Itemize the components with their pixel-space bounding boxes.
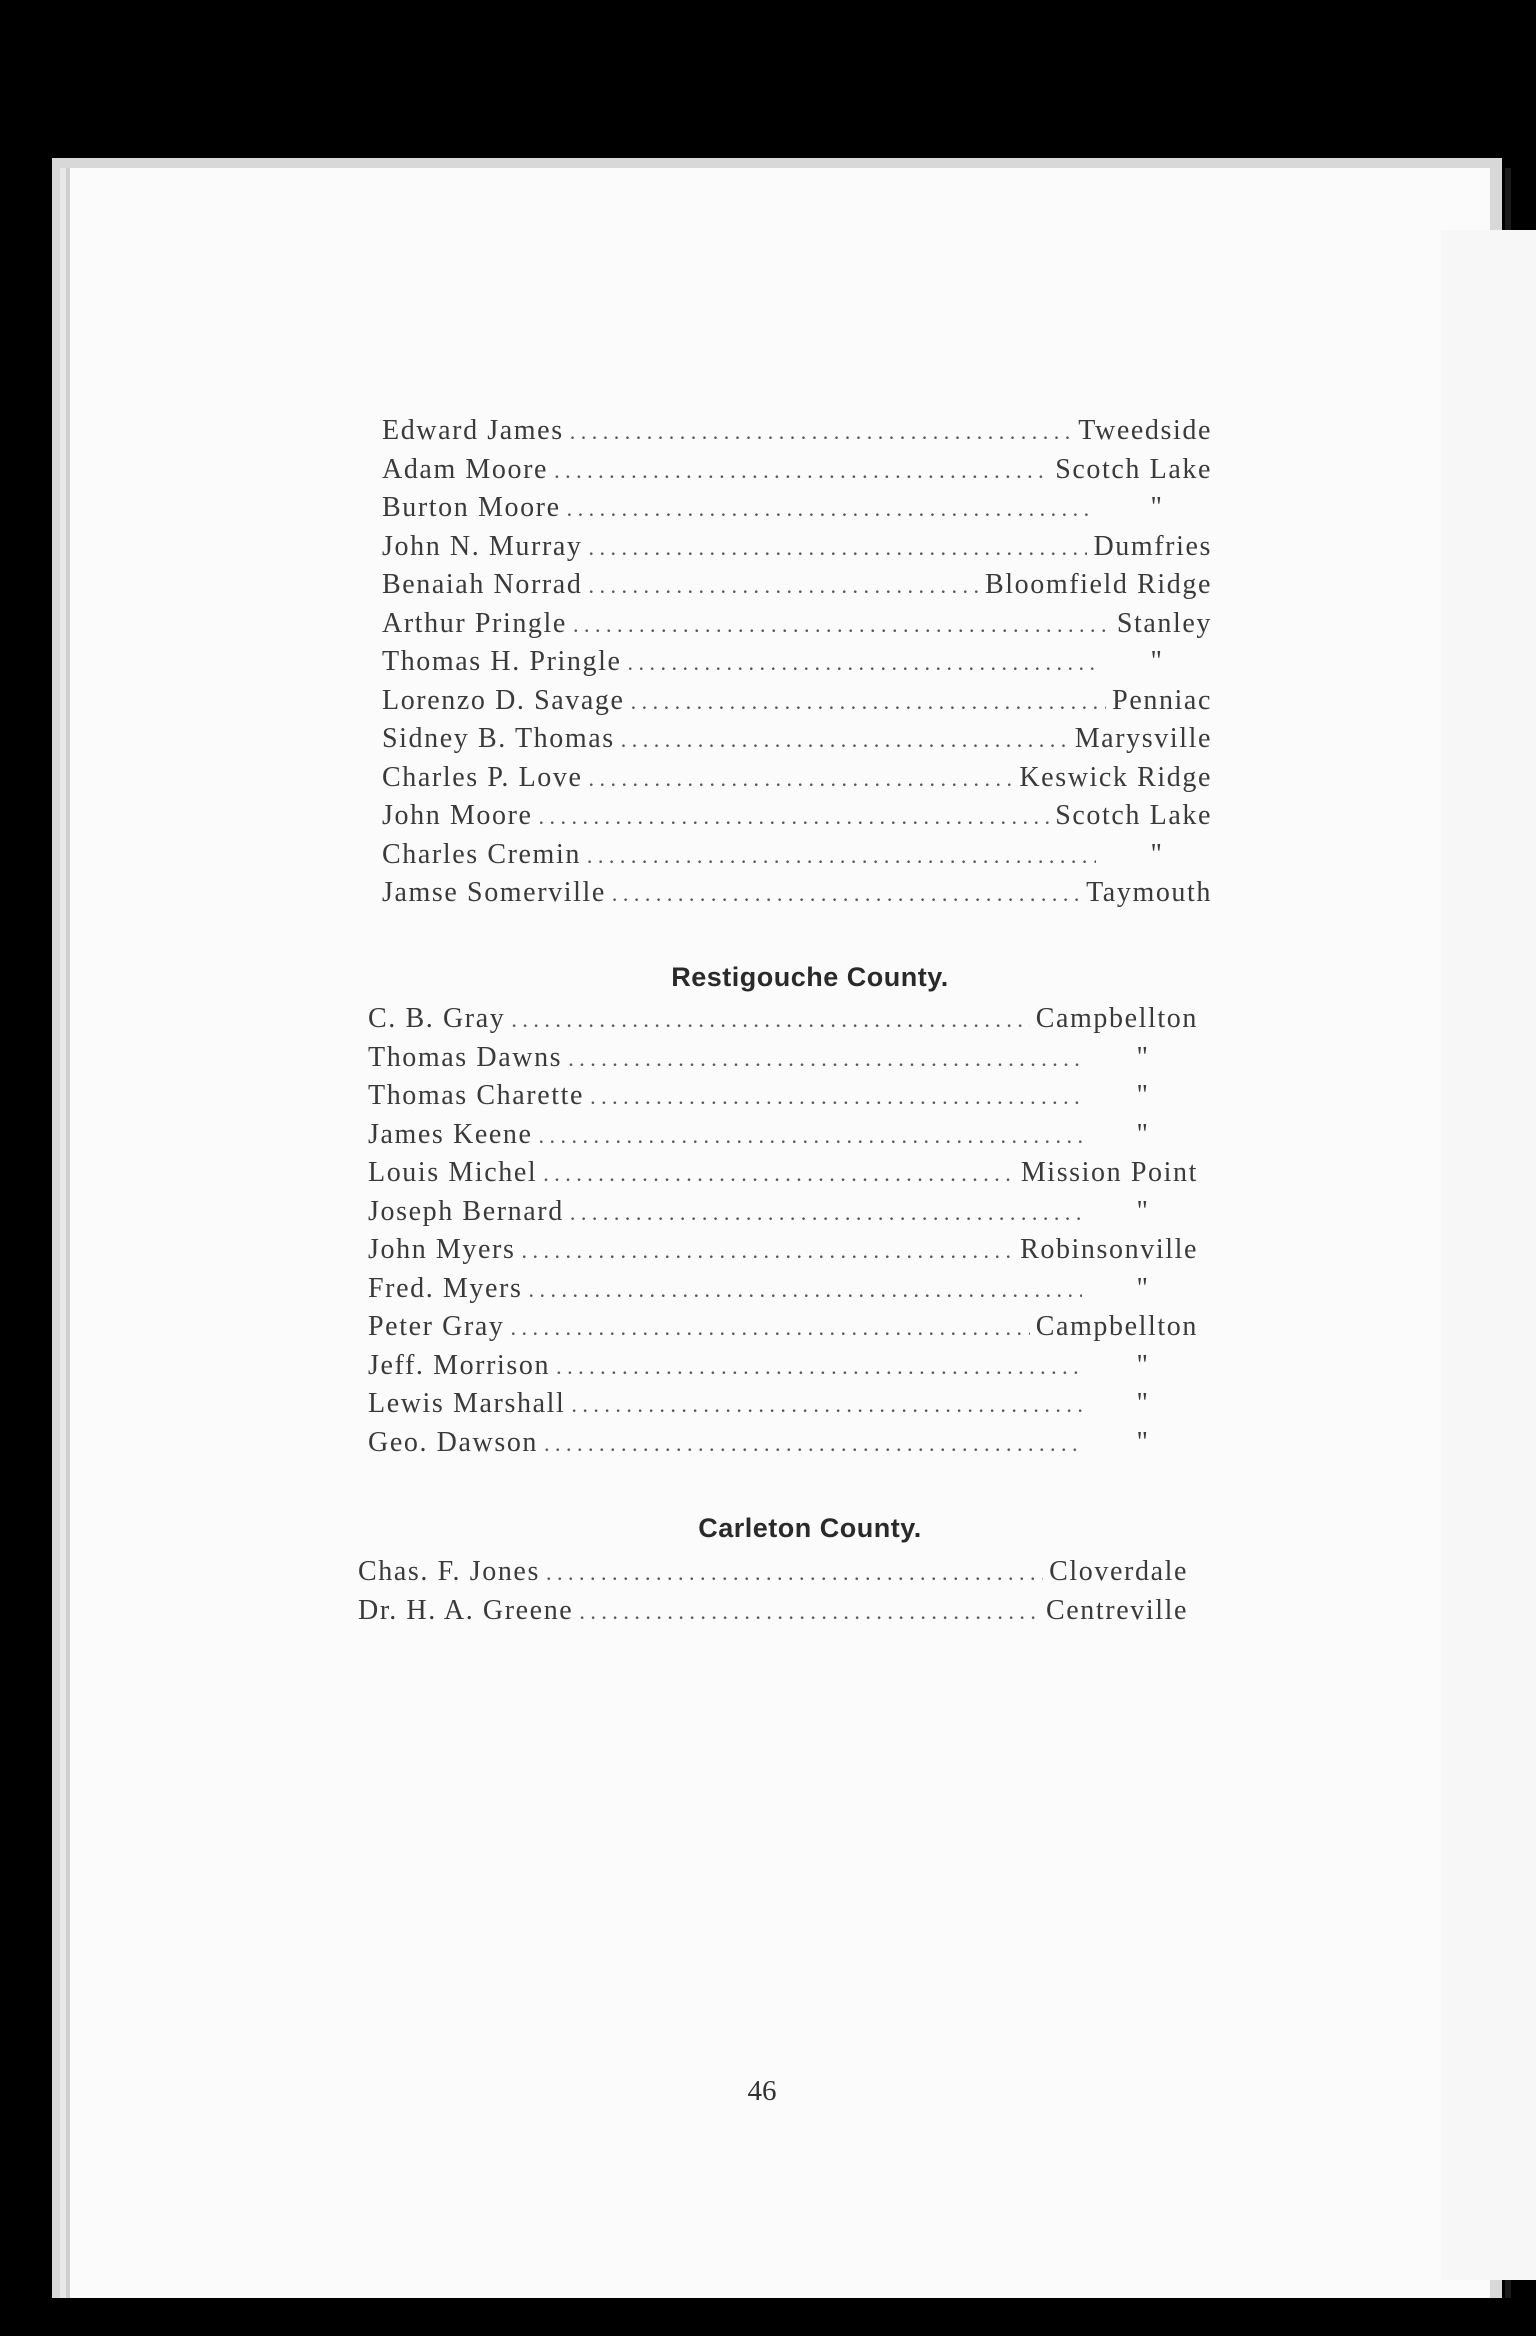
entry-name: Joseph Bernard — [368, 1195, 564, 1227]
entry-place: " — [1150, 492, 1164, 523]
entry-name: John Myers — [368, 1234, 516, 1265]
dot-leader — [621, 721, 1069, 760]
entry-place: Bloomfield Ridge — [984, 569, 1212, 600]
entry-place: " — [1136, 1195, 1150, 1227]
entry-place: Campbellton — [1035, 1003, 1198, 1034]
entry-place: Cloverdale — [1049, 1556, 1188, 1587]
entry-name: Adam Moore — [382, 453, 549, 485]
list-entry — [382, 489, 1212, 528]
list-entry — [358, 1553, 1188, 1592]
entry-place: Campbellton — [1035, 1311, 1198, 1342]
dot-leader — [579, 1593, 1040, 1632]
list-entry — [382, 528, 1212, 567]
dot-leader — [543, 1155, 1015, 1194]
entry-place: Stanley — [1116, 607, 1212, 639]
list-entry — [368, 1077, 1198, 1116]
dot-leader — [539, 798, 1050, 837]
entry-place: Marysville — [1074, 723, 1212, 754]
dot-leader — [573, 606, 1111, 645]
dot-leader — [567, 490, 1096, 529]
list-entry — [368, 1154, 1198, 1193]
list-entry — [382, 643, 1212, 682]
list-entry — [382, 759, 1212, 798]
entry-place: " — [1150, 838, 1164, 870]
entry-name: Thomas Charette — [368, 1080, 585, 1111]
section-heading: Restigouche County. — [671, 962, 949, 992]
dot-leader — [570, 413, 1073, 452]
facing-page-edge — [1441, 230, 1536, 2280]
list-entry — [368, 1116, 1198, 1155]
list-entry — [368, 1270, 1198, 1309]
dot-leader — [587, 837, 1096, 876]
dot-leader — [612, 875, 1080, 914]
page-number: 46 — [747, 2075, 777, 2107]
entry-place: Scotch Lake — [1055, 453, 1212, 485]
section-list — [368, 1000, 1198, 1462]
section-list — [358, 1553, 1188, 1630]
entry-name: Geo. Dawson — [368, 1426, 539, 1458]
list-entry — [382, 566, 1212, 605]
entry-place: " — [1150, 646, 1164, 677]
entry-name: Charles P. Love — [382, 761, 583, 793]
entry-name: Sidney B. Thomas — [382, 723, 615, 754]
dot-leader — [571, 1386, 1082, 1425]
list-entry — [368, 1424, 1198, 1463]
dot-leader — [544, 1425, 1082, 1464]
dot-leader — [546, 1554, 1043, 1593]
entry-place: Scotch Lake — [1055, 800, 1212, 831]
list-entry — [382, 605, 1212, 644]
dot-leader — [554, 452, 1049, 491]
entry-name: Lorenzo D. Savage — [382, 684, 625, 716]
section-list — [382, 412, 1212, 913]
entry-name: John Moore — [382, 800, 533, 831]
entry-name: John N. Murray — [382, 530, 583, 562]
entry-name: Chas. F. Jones — [358, 1556, 540, 1587]
entry-name: Louis Michel — [368, 1157, 538, 1188]
entry-name: Benaiah Norrad — [382, 569, 583, 600]
list-entry — [358, 1592, 1188, 1631]
section-heading: Carleton County. — [698, 1513, 922, 1543]
entry-name: Burton Moore — [382, 492, 561, 523]
list-entry — [368, 1308, 1198, 1347]
list-entry — [382, 797, 1212, 836]
dot-leader — [521, 1232, 1014, 1271]
list-entry — [382, 682, 1212, 721]
dot-leader — [511, 1309, 1030, 1348]
entry-name: C. B. Gray — [368, 1003, 506, 1034]
list-entry — [382, 836, 1212, 875]
dot-leader — [539, 1117, 1082, 1156]
dot-leader — [588, 567, 979, 606]
entry-place: Mission Point — [1020, 1157, 1198, 1188]
entry-place: " — [1136, 1349, 1150, 1381]
entry-place: Keswick Ridge — [1019, 761, 1212, 793]
list-entry — [382, 412, 1212, 451]
entry-name: Lewis Marshall — [368, 1388, 566, 1419]
dot-leader — [590, 1078, 1082, 1117]
entry-name: Edward James — [382, 415, 564, 446]
list-entry — [368, 1231, 1198, 1270]
list-entry — [368, 1385, 1198, 1424]
dot-leader — [631, 683, 1107, 722]
entry-place: " — [1136, 1118, 1150, 1150]
entry-place: Taymouth — [1086, 877, 1212, 908]
entry-place: " — [1136, 1272, 1150, 1304]
entry-name: James Keene — [368, 1118, 533, 1150]
entry-place: Penniac — [1112, 684, 1212, 716]
entry-place: Robinsonville — [1020, 1234, 1198, 1265]
entry-name: Thomas H. Pringle — [382, 646, 622, 677]
dot-leader — [628, 644, 1096, 683]
dot-leader — [556, 1348, 1082, 1387]
list-entry — [368, 1039, 1198, 1078]
dot-leader — [528, 1271, 1082, 1310]
dot-leader — [570, 1194, 1082, 1233]
dot-leader — [511, 1001, 1029, 1040]
entry-name: Dr. H. A. Greene — [358, 1594, 574, 1626]
entry-place: " — [1136, 1426, 1150, 1458]
entry-name: Peter Gray — [368, 1311, 505, 1342]
dot-leader — [568, 1040, 1082, 1079]
entry-name: Jamse Somerville — [382, 877, 606, 908]
entry-place: " — [1136, 1080, 1150, 1111]
entry-name: Charles Cremin — [382, 838, 581, 870]
entry-name: Thomas Dawns — [368, 1041, 563, 1073]
entry-place: " — [1136, 1388, 1150, 1419]
list-entry — [382, 874, 1212, 913]
entry-name: Fred. Myers — [368, 1272, 523, 1304]
entry-place: Tweedside — [1078, 415, 1212, 446]
list-entry — [382, 720, 1212, 759]
list-entry — [368, 1193, 1198, 1232]
entry-place: " — [1136, 1041, 1150, 1073]
dot-leader — [589, 529, 1088, 568]
entry-place: Centreville — [1045, 1594, 1188, 1626]
list-entry — [368, 1347, 1198, 1386]
dot-leader — [589, 760, 1014, 799]
entry-name: Arthur Pringle — [382, 607, 567, 639]
entry-place: Dumfries — [1093, 530, 1212, 562]
list-entry — [368, 1000, 1198, 1039]
entry-name: Jeff. Morrison — [368, 1349, 551, 1381]
list-entry — [382, 451, 1212, 490]
